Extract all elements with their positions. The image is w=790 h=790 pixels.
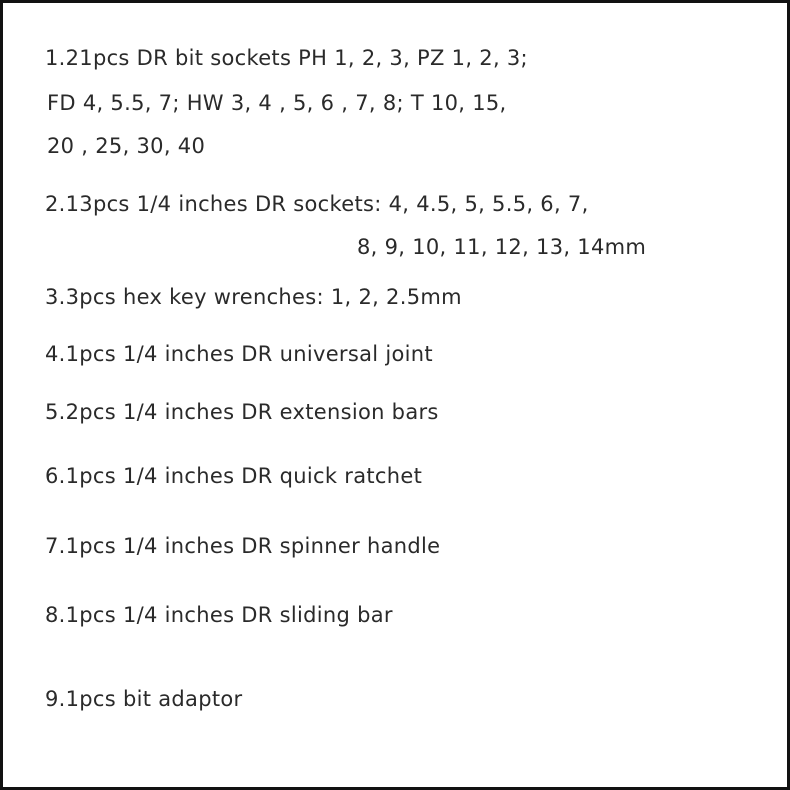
item-8: 8.1pcs 1/4 inches DR sliding bar xyxy=(45,603,393,627)
item-9: 9.1pcs bit adaptor xyxy=(45,687,243,711)
item-3: 3.3pcs hex key wrenches: 1, 2, 2.5mm xyxy=(45,285,462,309)
item-1-line-2: FD 4, 5.5, 7; HW 3, 4 , 5, 6 , 7, 8; T 10, 15, xyxy=(47,91,507,115)
item-7: 7.1pcs 1/4 inches DR spinner handle xyxy=(45,534,441,558)
item-1-line-3: 20 , 25, 30, 40 xyxy=(47,134,206,158)
item-5: 5.2pcs 1/4 inches DR extension bars xyxy=(45,400,439,424)
item-2-line-2: 8, 9, 10, 11, 12, 13, 14mm xyxy=(357,235,647,259)
item-4: 4.1pcs 1/4 inches DR universal joint xyxy=(45,342,433,366)
item-6: 6.1pcs 1/4 inches DR quick ratchet xyxy=(45,464,423,488)
item-1-line-1: 1.21pcs DR bit sockets PH 1, 2, 3, PZ 1, 2, 3; xyxy=(45,46,528,70)
item-2-line-1: 2.13pcs 1/4 inches DR sockets: 4, 4.5, 5, 5.5, 6, 7, xyxy=(45,192,589,216)
